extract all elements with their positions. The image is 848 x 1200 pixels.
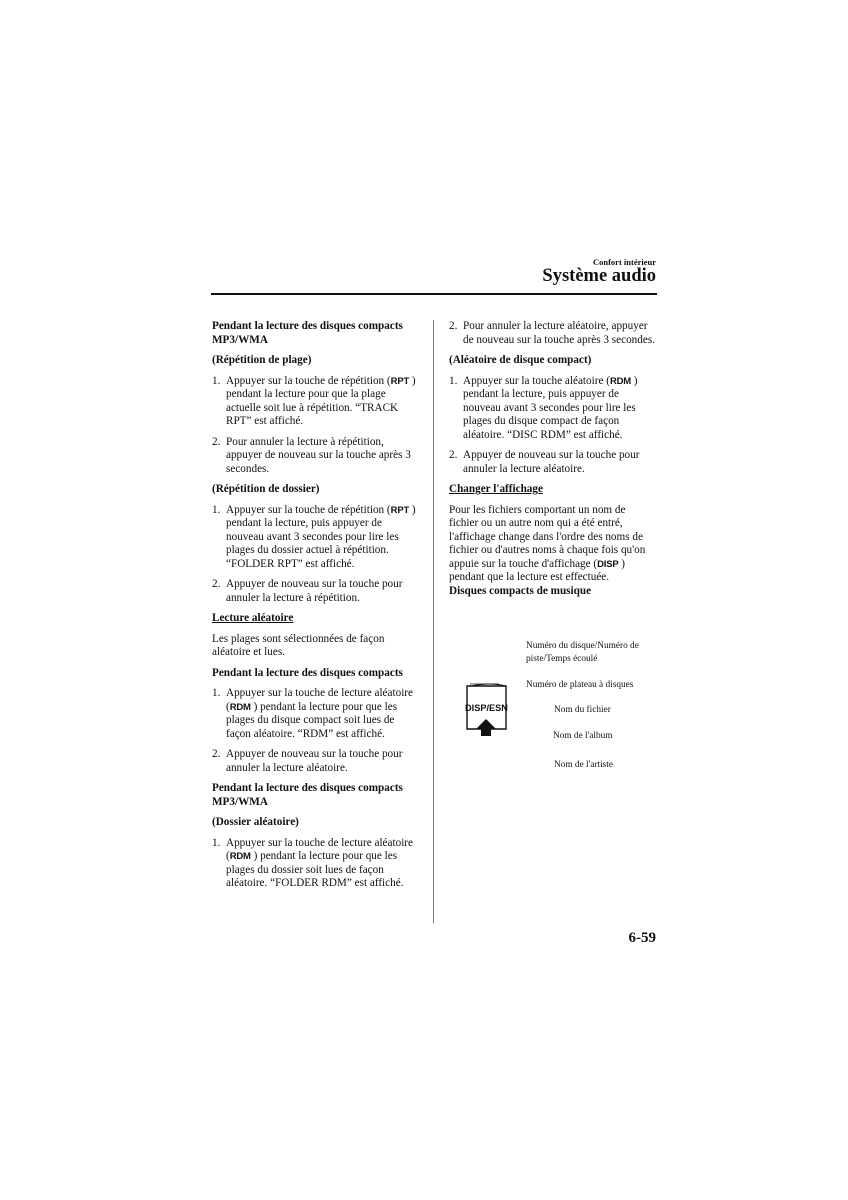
diagram-label-album-name: Nom de l'album [553,731,613,741]
list-item [212,687,420,741]
disp-esn-button-label: DISP/ESN [465,703,508,713]
item-number: 2. [449,320,458,332]
diagram-label-file-name: Nom du fichier [554,705,611,715]
item-number: 2. [212,748,221,760]
heading-cd: Pendant la lecture des disques compacts [212,666,403,679]
rdm-key-label: RDM [229,851,251,862]
subheading-disc-random: (Aléatoire de disque compact) [449,354,592,366]
list-item [212,375,420,429]
item-text: Pour annuler la lecture à répétition, appuyer de nouveau sur la touche après 3 secondes. [226,435,411,475]
item-number: 2. [212,578,221,590]
item-text: ) pendant la lecture pour que la plage actuelle soit lue à répétition. “TRACK RPT” est affiché. [226,374,416,427]
item-number: 2. [449,449,458,461]
heading-change-display: Changer l'affichage [449,483,543,495]
heading-mp3-wma-2: Pendant la lecture des disques compacts MP3/WMA [212,782,403,808]
rdm-key-label: RDM [609,375,631,387]
rdm-key-label: RDM [229,701,251,713]
diagram-label-artist-name: Nom de l'artiste [554,760,613,770]
header-rule [211,293,657,295]
item-text: Appuyer sur la touche de lecture aléatoire ( [226,836,413,862]
subheading-folder-repeat: (Répétition de dossier) [212,483,320,495]
item-text: Pour annuler la lecture aléatoire, appuyer de nouveau sur la touche après 3 secondes. [463,320,655,346]
section-title: Système audio [542,266,656,286]
list-item [212,436,420,477]
disp-key-label: DISP [597,558,619,570]
heading-mp3-wma: Pendant la lecture des disques compacts MP3/WMA [212,320,403,346]
heading-random-play: Lecture aléatoire [212,612,294,624]
item-number: 1. [212,836,221,849]
list-item [212,578,420,605]
display-text [449,504,657,585]
item-text: ) pendant la lecture, puis appuyer de nouveau avant 3 secondes pour lire les plages du disque compact de façon aléatoire. “DISC RDM” est affiché. [463,374,638,441]
page-number: 6-59 [628,930,656,946]
random-intro-text: Les plages sont sélectionnées de façon aléatoire et lues. [212,632,385,658]
item-text: Appuyer sur la touche de répétition ( [226,374,391,387]
item-text: ) pendant la lecture, puis appuyer de nouveau avant 3 secondes pour lire les plages du dossier actuel à répétition. “FOLDER RPT” est affiché. [226,503,416,570]
list-item [449,449,657,476]
list-item [212,837,420,891]
item-number: 2. [212,435,221,448]
item-number: 1. [212,687,221,699]
item-text: Appuyer de nouveau sur la touche pour annuler la lecture aléatoire. [463,449,640,475]
section-label: Confort intérieur [592,257,656,267]
list-item [449,320,657,347]
display-text-b: ) pendant que la lecture est effectuée. [449,557,626,583]
diagram-label-disc-track-time: Numéro du disque/Numéro de piste/Temps écoulé [526,641,639,664]
list-item [449,375,657,443]
item-text: Appuyer sur la touche de lecture aléatoire ( [226,687,413,713]
item-text: Appuyer de nouveau sur la touche pour annuler la lecture aléatoire. [226,748,403,774]
item-number: 1. [212,503,221,516]
item-number: 1. [449,374,458,387]
subheading-folder-random: (Dossier aléatoire) [212,816,299,828]
item-text: Appuyer de nouveau sur la touche pour annuler la lecture à répétition. [226,578,403,604]
item-text: ) pendant la lecture pour que les plages du dossier soit lues de façon aléatoire. “FOLDER RDM” est affiché. [226,850,404,889]
heading-music-cd: Disques compacts de musique [449,584,592,597]
column-divider [433,320,434,923]
item-text: ) pendant la lecture pour que les plages du disque compact soit lues de façon aléatoire. “RDM” est affiché. [226,700,398,740]
item-text: Appuyer sur la touche aléatoire ( [463,374,610,387]
disp-esn-button-icon [463,683,513,741]
item-text: Appuyer sur la touche de répétition ( [226,503,391,516]
list-item [212,748,420,775]
rpt-key-label: RPT [390,504,410,516]
diagram-label-magazine-number: Numéro de plateau à disques [526,680,634,690]
display-text-a: Pour les fichiers comportant un nom de fichier ou un autre nom qui a été entré, l'affichage change dans l'ordre des noms de fichier ou d'autres noms à chaque fois qu'on appuie sur la touche d'affichage ( [449,503,646,570]
list-item [212,504,420,572]
right-column [449,320,657,605]
item-number: 1. [212,374,221,387]
rpt-key-label: RPT [390,375,410,387]
subheading-track-repeat: (Répétition de plage) [212,354,312,366]
left-column [212,320,420,898]
